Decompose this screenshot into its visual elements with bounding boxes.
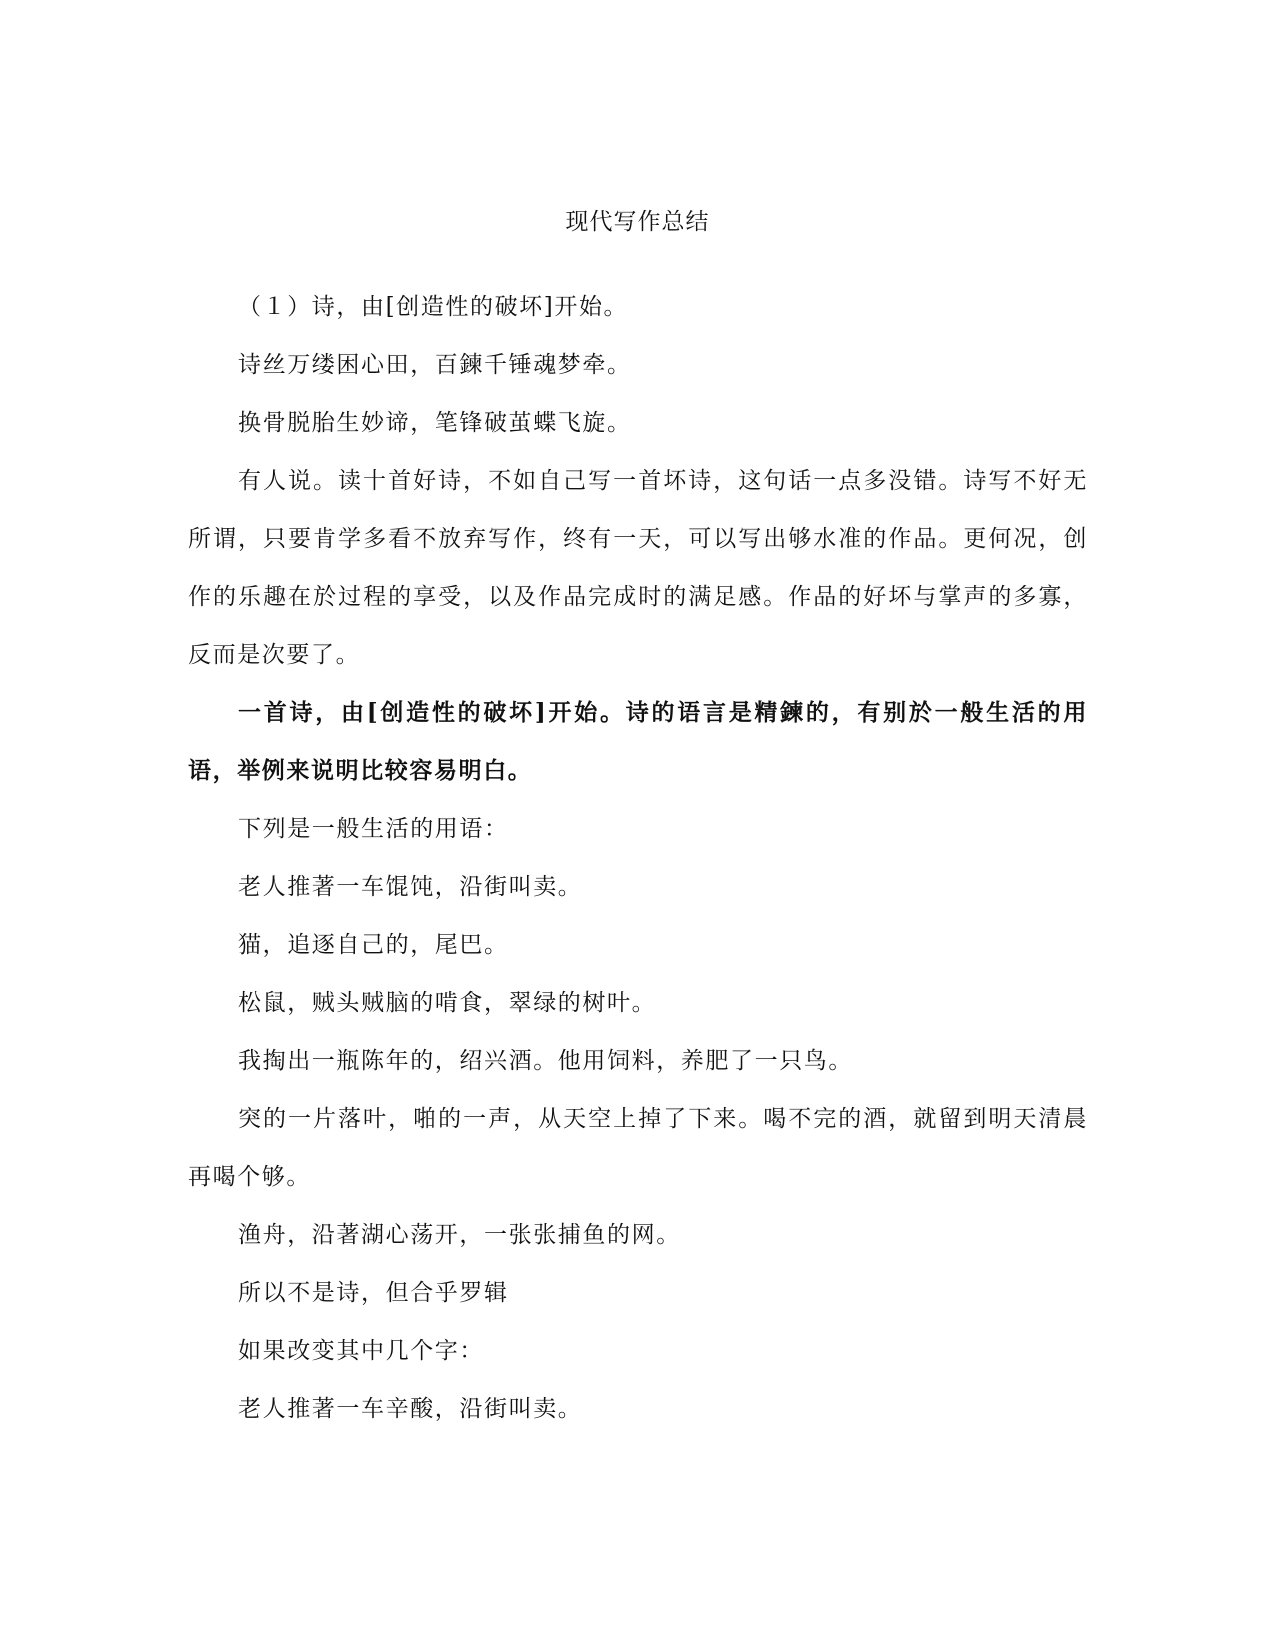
- example-line: 老人推著一车辛酸，沿街叫卖。: [238, 1396, 583, 1422]
- example-line: 我掏出一瓶陈年的，绍兴酒。他用饲料，养肥了一只鸟。: [238, 1048, 853, 1074]
- document-title: 现代写作总结: [565, 209, 710, 235]
- poem-line: 换骨脱胎生妙谛，笔锋破茧蝶飞旋。: [238, 410, 632, 436]
- example-line: 松鼠，贼头贼脑的啃食，翠绿的树叶。: [238, 990, 657, 1016]
- example-line: 猫，追逐自己的，尾巴。: [238, 932, 509, 958]
- example-line: 突的一片落叶，啪的一声，从天空上掉了下来。喝不完的酒，就留到明天清晨再喝个够。: [188, 1106, 1088, 1190]
- example-line: 渔舟，沿著湖心荡开，一张张捕鱼的网。: [238, 1222, 681, 1248]
- bold-paragraph: 一首诗，由[创造性的破坏]开始。诗的语言是精鍊的，有别於一般生活的用语，举例来说明比较容易明白。: [188, 699, 1088, 784]
- paragraph: 如果改变其中几个字：: [238, 1338, 484, 1364]
- paragraph: 所以不是诗，但合乎罗辑: [238, 1280, 509, 1306]
- paragraph: 下列是一般生活的用语：: [238, 816, 509, 842]
- example-line: 老人推著一车馄饨，沿街叫卖。: [238, 874, 583, 900]
- paragraph: （１）诗，由[创造性的破坏]开始。: [238, 294, 629, 320]
- poem-line: 诗丝万缕困心田，百鍊千锤魂梦牵。: [238, 352, 632, 378]
- document-body: [188, 278, 1088, 1438]
- paragraph: 有人说。读十首好诗，不如自己写一首坏诗，这句话一点多没错。诗写不好无所谓，只要肯学多看不放弃写作，终有一天，可以写出够水准的作品。更何况，创作的乐趣在於过程的享受，以及作品完成时的满足感。作品的好坏与掌声的多寡，反而是次要了。: [188, 468, 1088, 668]
